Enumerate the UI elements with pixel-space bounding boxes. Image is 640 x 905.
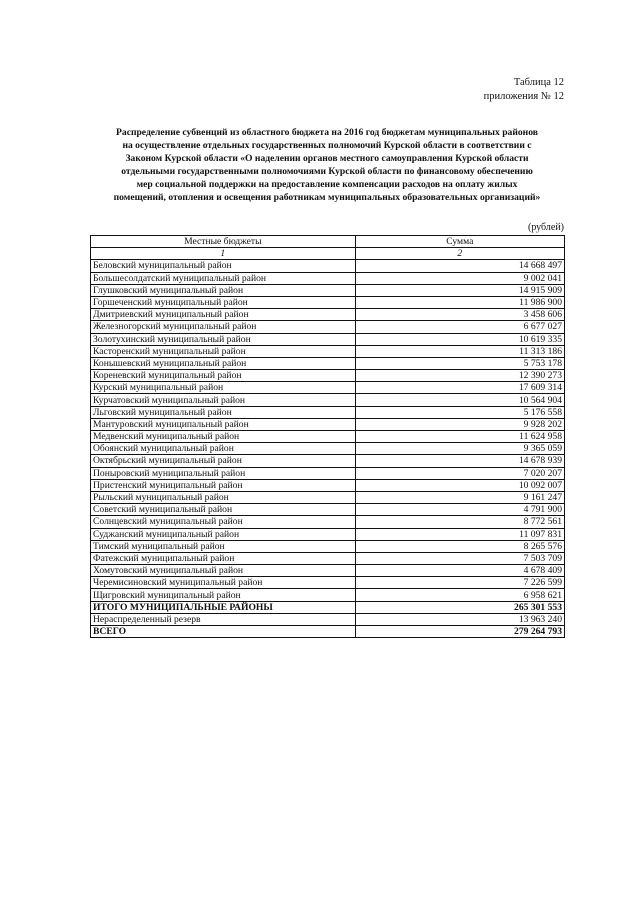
grand-total-amount: 279 264 793 [355,626,564,638]
district-amount: 9 928 202 [355,418,564,430]
table-row [91,528,565,540]
grand-total-label: ВСЕГО [91,626,356,638]
title-line: отдельными государственными полномочиями Курской области по финансовому обеспечению [121,166,533,177]
table-row [91,443,565,455]
title-line: на осуществление отдельных государственных полномочий Курской области в соответствии с [122,140,532,151]
table-row [91,309,565,321]
table-row [91,321,565,333]
header-amount: Сумма [355,236,564,248]
table-row [91,406,565,418]
table-row [91,272,565,284]
table-row [91,345,565,357]
district-amount: 10 619 335 [355,333,564,345]
district-name: Конышевский муниципальный район [91,357,356,369]
district-name: Курский муниципальный район [91,382,356,394]
table-row [91,394,565,406]
title-line: Законом Курской области «О наделении органов местного самоуправления Курской области [125,153,529,164]
district-name: Октябрьский муниципальный район [91,455,356,467]
column-number: 1 [91,248,356,260]
table-row [91,296,565,308]
table-row [91,479,565,491]
district-name: Дмитриевский муниципальный район [91,309,356,321]
units-label: (рублей) [527,222,564,233]
district-amount: 12 390 273 [355,370,564,382]
table-row [91,540,565,552]
district-name: Черемисиновский муниципальный район [91,577,356,589]
district-amount: 10 092 007 [355,479,564,491]
district-name: Беловский муниципальный район [91,260,356,272]
table-row [91,333,565,345]
district-name: Фатежский муниципальный район [91,552,356,564]
district-name: Хомутовский муниципальный район [91,565,356,577]
total-districts-label: ИТОГО МУНИЦИПАЛЬНЫЕ РАЙОНЫ [91,601,356,613]
district-name: Кореневский муниципальный район [91,370,356,382]
district-amount: 11 624 958 [355,431,564,443]
district-amount: 3 458 606 [355,309,564,321]
district-name: Солнцевский муниципальный район [91,516,356,528]
title-line: Распределение субвенций из областного бюджета на 2016 год бюджетам муниципальных районов [116,127,538,138]
table-row [91,516,565,528]
district-name: Горшеченский муниципальный район [91,296,356,308]
district-amount: 8 265 576 [355,540,564,552]
subsidy-table [90,235,565,638]
district-amount: 9 002 041 [355,272,564,284]
appendix-header [484,76,564,104]
district-name: Большесолдатский муниципальный район [91,272,356,284]
table-label: Таблица 12 [513,77,564,88]
table-header-row [91,236,565,248]
district-name: Льговский муниципальный район [91,406,356,418]
district-amount: 8 772 561 [355,516,564,528]
district-name: Курчатовский муниципальный район [91,394,356,406]
reserve-label: Нераспределенный резерв [91,613,356,625]
table-row [91,260,565,272]
total-districts-amount: 265 301 553 [355,601,564,613]
district-name: Глушковский муниципальный район [91,284,356,296]
district-name: Касторенский муниципальный район [91,345,356,357]
table-row [91,504,565,516]
district-amount: 9 161 247 [355,491,564,503]
district-amount: 11 986 900 [355,296,564,308]
document-title [82,126,572,204]
table-row [91,382,565,394]
table-row [91,467,565,479]
district-amount: 4 791 900 [355,504,564,516]
title-line: помещений, отопления и освещения работникам муниципальных образовательных организаций» [113,192,541,203]
total-districts-row [91,601,565,613]
district-amount: 7 020 207 [355,467,564,479]
header-local-budgets: Местные бюджеты [91,236,356,248]
district-name: Суджанский муниципальный район [91,528,356,540]
reserve-amount: 13 963 240 [355,613,564,625]
district-amount: 17 609 314 [355,382,564,394]
district-name: Советский муниципальный район [91,504,356,516]
district-name: Железногорский муниципальный район [91,321,356,333]
district-name: Поныровский муниципальный район [91,467,356,479]
table-row [91,491,565,503]
district-name: Тимский муниципальный район [91,540,356,552]
table-row [91,455,565,467]
district-amount: 14 668 497 [355,260,564,272]
district-amount: 6 958 621 [355,589,564,601]
district-amount: 5 753 178 [355,357,564,369]
district-name: Золотухинский муниципальный район [91,333,356,345]
table-row [91,589,565,601]
appendix-label: приложения № 12 [483,91,564,102]
reserve-row [91,613,565,625]
district-amount: 5 176 558 [355,406,564,418]
district-amount: 10 564 904 [355,394,564,406]
district-name: Мантуровский муниципальный район [91,418,356,430]
district-name: Щигровский муниципальный район [91,589,356,601]
district-amount: 9 365 059 [355,443,564,455]
column-number: 2 [355,248,564,260]
district-amount: 11 097 831 [355,528,564,540]
table-row [91,370,565,382]
district-amount: 14 915 909 [355,284,564,296]
district-name: Медвенский муниципальный район [91,431,356,443]
district-amount: 11 313 186 [355,345,564,357]
district-amount: 7 226 599 [355,577,564,589]
table-row [91,577,565,589]
district-amount: 4 678 409 [355,565,564,577]
title-line: мер социальной поддержки на предоставление компенсации расходов на оплату жилых [136,179,518,190]
table-row [91,418,565,430]
district-amount: 14 678 939 [355,455,564,467]
table-body [91,260,565,601]
district-name: Пристенский муниципальный район [91,479,356,491]
column-number-row [91,248,565,260]
grand-total-row [91,626,565,638]
table-row [91,565,565,577]
table-row [91,357,565,369]
district-name: Рыльский муниципальный район [91,491,356,503]
district-name: Обоянский муниципальный район [91,443,356,455]
table-row [91,431,565,443]
table-row [91,552,565,564]
district-amount: 6 677 027 [355,321,564,333]
district-amount: 7 503 709 [355,552,564,564]
table-row [91,284,565,296]
